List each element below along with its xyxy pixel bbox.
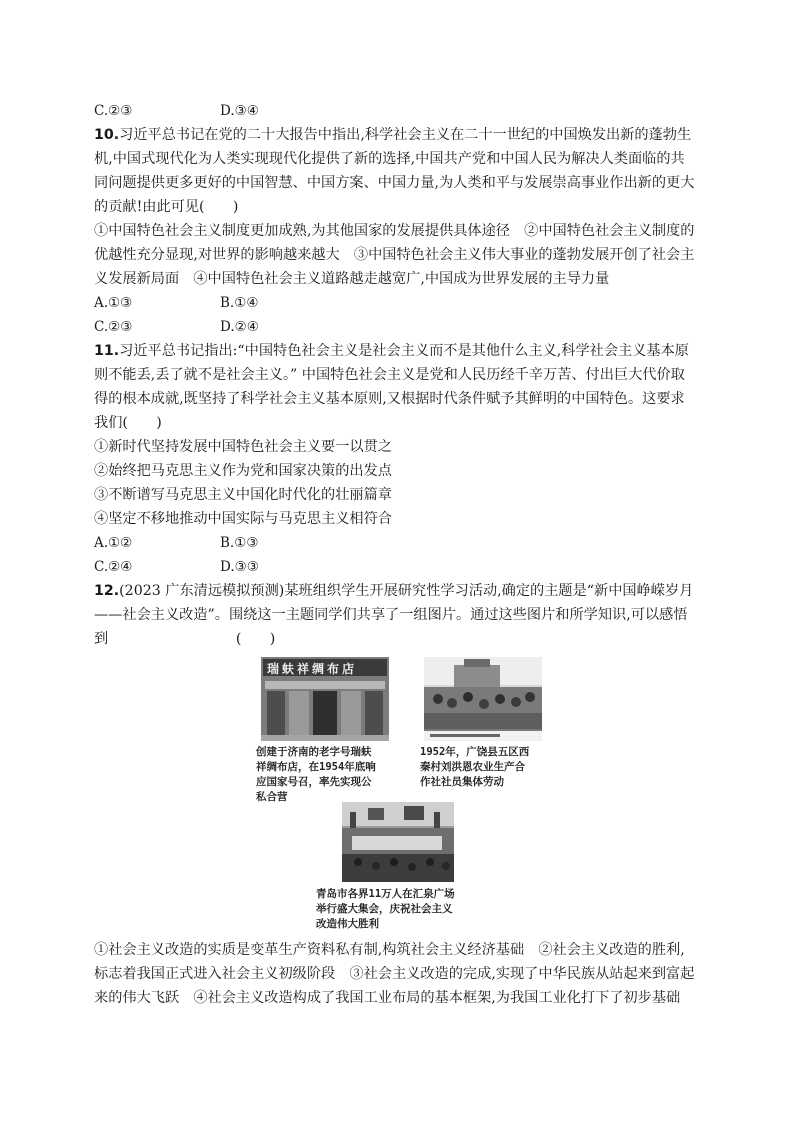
q11-stem-line-2: 则不能丢,丢了就不是社会主义。” 中国特色社会主义是党和人民历经千辛万苦、付出巨大代价取 bbox=[94, 367, 685, 383]
q10-number: 10. bbox=[94, 127, 120, 143]
q12-statement-line-2: 标志着我国正式进入社会主义初级阶段 ③社会主义改造的完成,实现了中华民族从站起来到富起 bbox=[94, 966, 695, 982]
q10-option-d[interactable]: D.②④ bbox=[220, 319, 259, 335]
q10-option-a[interactable]: A.①③ bbox=[94, 295, 133, 311]
photo-farm-cooperative bbox=[424, 657, 542, 741]
q11-option-c[interactable]: C.②④ bbox=[94, 559, 133, 575]
storefront-sign: 瑞蚨祥绸布店 bbox=[267, 662, 358, 676]
q10-statement-line-1: ①中国特色社会主义制度更加成熟,为其他国家的发展提供具体途径 ②中国特色社会主义制度的 bbox=[94, 223, 695, 239]
q11-statement-3: ③不断谱写马克思主义中国化时代化的壮丽篇章 bbox=[94, 487, 392, 503]
q11-option-d[interactable]: D.③③ bbox=[220, 559, 259, 575]
q10-stem-line-1 bbox=[94, 125, 691, 145]
q10-option-c[interactable]: C.②③ bbox=[94, 319, 133, 335]
q11-statement-1: ①新时代坚持发展中国特色社会主义要一以贯之 bbox=[94, 439, 392, 455]
q11-option-b[interactable]: B.①③ bbox=[220, 535, 259, 551]
q11-stem-text-1: 习近平总书记指出:“中国特色社会主义是社会主义而不是其他什么主义,科学社会主义基本原 bbox=[119, 343, 689, 359]
q10-statement-line-3: 义发展新局面 ④中国特色社会主义道路越走越宽广,中国成为世界发展的主导力量 bbox=[94, 271, 610, 287]
q10-stem-line-4: 的贡献!由此可见( ) bbox=[94, 199, 239, 215]
photo-farm-caption: 1952年，广饶县五区西 秦村刘洪恩农业生产合 作社社员集体劳动 bbox=[420, 746, 530, 788]
q11-stem-line-1 bbox=[94, 341, 689, 361]
q10-stem-line-3: 同问题提供更多更好的中国智慧、中国方案、中国力量,为人类和平与发展崇高事业作出新的更大 bbox=[94, 175, 695, 191]
photo-storefront-caption: 创建于济南的老字号瑞蚨 祥绸布店，在1954年底响 应国家号召，率先实现公 私合营 bbox=[256, 746, 376, 803]
q12-number: 12. bbox=[94, 583, 120, 599]
q10-stem-text-1: 习近平总书记在党的二十大报告中指出,科学社会主义在二十一世纪的中国焕发出新的蓬勃生 bbox=[119, 127, 692, 143]
q12-statement-line-3: 来的伟大飞跃 ④社会主义改造构成了我国工业布局的基本框架,为我国工业化打下了初步基础 bbox=[94, 990, 681, 1006]
q11-option-a[interactable]: A.①② bbox=[94, 535, 133, 551]
q11-statement-2: ②始终把马克思主义作为党和国家决策的出发点 bbox=[94, 463, 392, 479]
rally-illustration bbox=[342, 802, 454, 882]
q10-option-b[interactable]: B.①④ bbox=[220, 295, 259, 311]
photo-rally bbox=[342, 802, 454, 882]
farm-illustration bbox=[424, 657, 542, 741]
photo-storefront bbox=[261, 657, 389, 741]
q9-option-d[interactable]: D.③④ bbox=[220, 103, 259, 119]
photo-rally-caption: 青岛市各界11万人在汇泉广场 举行盛大集会，庆祝社会主义 改造伟大胜利 bbox=[316, 888, 455, 930]
q11-stem-line-3: 得的根本成就,既坚持了科学社会主义基本原则,又根据时代条件赋予其鲜明的中国特色。这要求 bbox=[94, 391, 685, 407]
q11-stem-line-4: 我们( ) bbox=[94, 415, 162, 431]
q12-stem-line-1 bbox=[94, 581, 693, 601]
q12-statement-line-1: ①社会主义改造的实质是变革生产资料私有制,构筑社会主义经济基础 ②社会主义改造的胜利, bbox=[94, 942, 685, 958]
q12-stem-line-3: 到 ( ) bbox=[94, 631, 276, 647]
q10-stem-line-2: 机,中国式现代化为人类实现现代化提供了新的选择,中国共产党和中国人民为解决人类面临的共 bbox=[94, 151, 685, 167]
q11-statement-4: ④坚定不移地推动中国实际与马克思主义相符合 bbox=[94, 511, 392, 527]
q12-stem-line-2: ——社会主义改造”。围绕这一主题同学们共享了一组图片。通过这些图片和所学知识,可以感悟 bbox=[94, 607, 688, 623]
q10-statement-line-2: 优越性充分显现,对世界的影响越来越大 ③中国特色社会主义伟大事业的蓬勃发展开创了社会主 bbox=[94, 247, 695, 263]
q9-option-c[interactable]: C.②③ bbox=[94, 103, 133, 119]
q11-number: 11. bbox=[94, 343, 120, 359]
q12-stem-text-1: (2023 广东清远模拟预测)某班组织学生开展研究性学习活动,确定的主题是“新中国峥嵘岁月 bbox=[119, 583, 694, 599]
